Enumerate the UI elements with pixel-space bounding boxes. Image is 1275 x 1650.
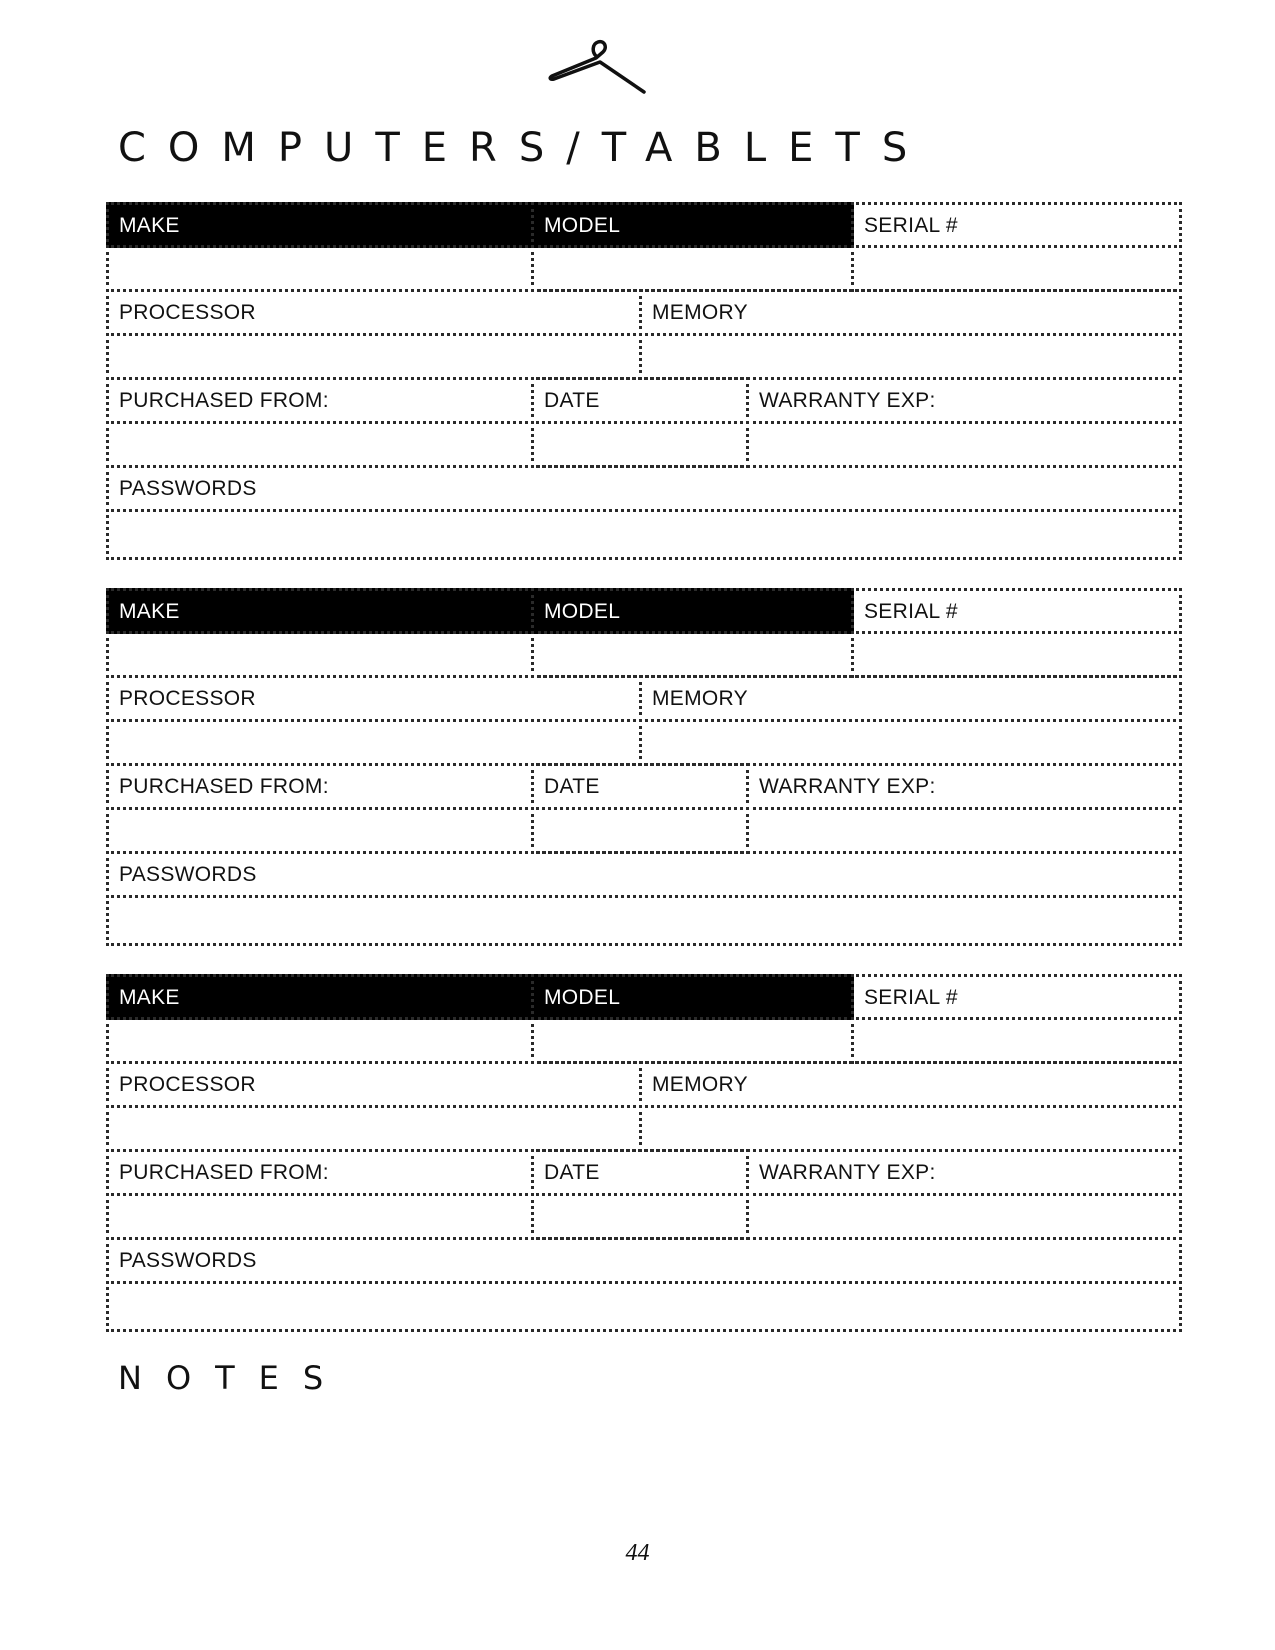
purchased-from-header <box>106 377 534 424</box>
passwords-field[interactable] <box>106 509 1182 560</box>
processor-header <box>106 1061 642 1108</box>
passwords-field[interactable] <box>106 1281 1182 1332</box>
purchased-from-label: PURCHASED FROM: <box>119 1161 329 1184</box>
model-header <box>531 974 854 1020</box>
make-header <box>106 974 534 1020</box>
processor-header <box>106 675 642 722</box>
device-record <box>106 202 1182 560</box>
serial-label: SERIAL # <box>864 214 958 237</box>
date-field[interactable] <box>531 807 749 854</box>
warranty-label: WARRANTY EXP: <box>759 389 936 412</box>
serial-header <box>851 202 1182 248</box>
hanger-icon <box>548 38 648 96</box>
passwords-header <box>106 851 1182 898</box>
purchased-from-field[interactable] <box>106 1193 534 1240</box>
model-field[interactable] <box>531 1017 854 1064</box>
passwords-label: PASSWORDS <box>119 1249 257 1272</box>
model-label: MODEL <box>544 214 621 237</box>
warranty-header <box>746 377 1182 424</box>
model-header <box>531 202 854 248</box>
serial-label: SERIAL # <box>864 600 958 623</box>
date-header <box>531 763 749 810</box>
make-field[interactable] <box>106 1017 534 1064</box>
memory-field[interactable] <box>639 719 1182 766</box>
date-header <box>531 1149 749 1196</box>
date-label: DATE <box>544 775 600 798</box>
purchased-from-label: PURCHASED FROM: <box>119 775 329 798</box>
make-header <box>106 202 534 248</box>
passwords-label: PASSWORDS <box>119 863 257 886</box>
notes-title: NOTES <box>118 1359 348 1397</box>
memory-label: MEMORY <box>652 687 748 710</box>
make-field[interactable] <box>106 631 534 678</box>
make-label: MAKE <box>119 600 180 623</box>
warranty-label: WARRANTY EXP: <box>759 775 936 798</box>
device-record <box>106 588 1182 946</box>
date-header <box>531 377 749 424</box>
processor-label: PROCESSOR <box>119 301 256 324</box>
memory-header <box>639 289 1182 336</box>
date-label: DATE <box>544 1161 600 1184</box>
memory-field[interactable] <box>639 333 1182 380</box>
memory-header <box>639 1061 1182 1108</box>
serial-field[interactable] <box>851 1017 1182 1064</box>
purchased-from-header <box>106 763 534 810</box>
passwords-header <box>106 465 1182 512</box>
model-header <box>531 588 854 634</box>
serial-header <box>851 588 1182 634</box>
processor-field[interactable] <box>106 1105 642 1152</box>
make-header <box>106 588 534 634</box>
processor-field[interactable] <box>106 333 642 380</box>
processor-field[interactable] <box>106 719 642 766</box>
processor-header <box>106 289 642 336</box>
memory-header <box>639 675 1182 722</box>
date-field[interactable] <box>531 421 749 468</box>
warranty-field[interactable] <box>746 807 1182 854</box>
purchased-from-label: PURCHASED FROM: <box>119 389 329 412</box>
serial-header <box>851 974 1182 1020</box>
memory-label: MEMORY <box>652 301 748 324</box>
model-label: MODEL <box>544 986 621 1009</box>
make-label: MAKE <box>119 986 180 1009</box>
date-field[interactable] <box>531 1193 749 1240</box>
processor-label: PROCESSOR <box>119 1073 256 1096</box>
make-field[interactable] <box>106 245 534 292</box>
serial-field[interactable] <box>851 631 1182 678</box>
memory-label: MEMORY <box>652 1073 748 1096</box>
passwords-field[interactable] <box>106 895 1182 946</box>
purchased-from-field[interactable] <box>106 421 534 468</box>
warranty-header <box>746 763 1182 810</box>
warranty-field[interactable] <box>746 1193 1182 1240</box>
model-field[interactable] <box>531 245 854 292</box>
serial-field[interactable] <box>851 245 1182 292</box>
passwords-header <box>106 1237 1182 1284</box>
processor-label: PROCESSOR <box>119 687 256 710</box>
model-field[interactable] <box>531 631 854 678</box>
serial-label: SERIAL # <box>864 986 958 1009</box>
warranty-header <box>746 1149 1182 1196</box>
page-title: COMPUTERS/TABLETS <box>118 125 930 171</box>
date-label: DATE <box>544 389 600 412</box>
purchased-from-header <box>106 1149 534 1196</box>
purchased-from-field[interactable] <box>106 807 534 854</box>
passwords-label: PASSWORDS <box>119 477 257 500</box>
device-record <box>106 974 1182 1332</box>
warranty-field[interactable] <box>746 421 1182 468</box>
model-label: MODEL <box>544 600 621 623</box>
memory-field[interactable] <box>639 1105 1182 1152</box>
page-number: 44 <box>625 1540 650 1566</box>
make-label: MAKE <box>119 214 180 237</box>
warranty-label: WARRANTY EXP: <box>759 1161 936 1184</box>
